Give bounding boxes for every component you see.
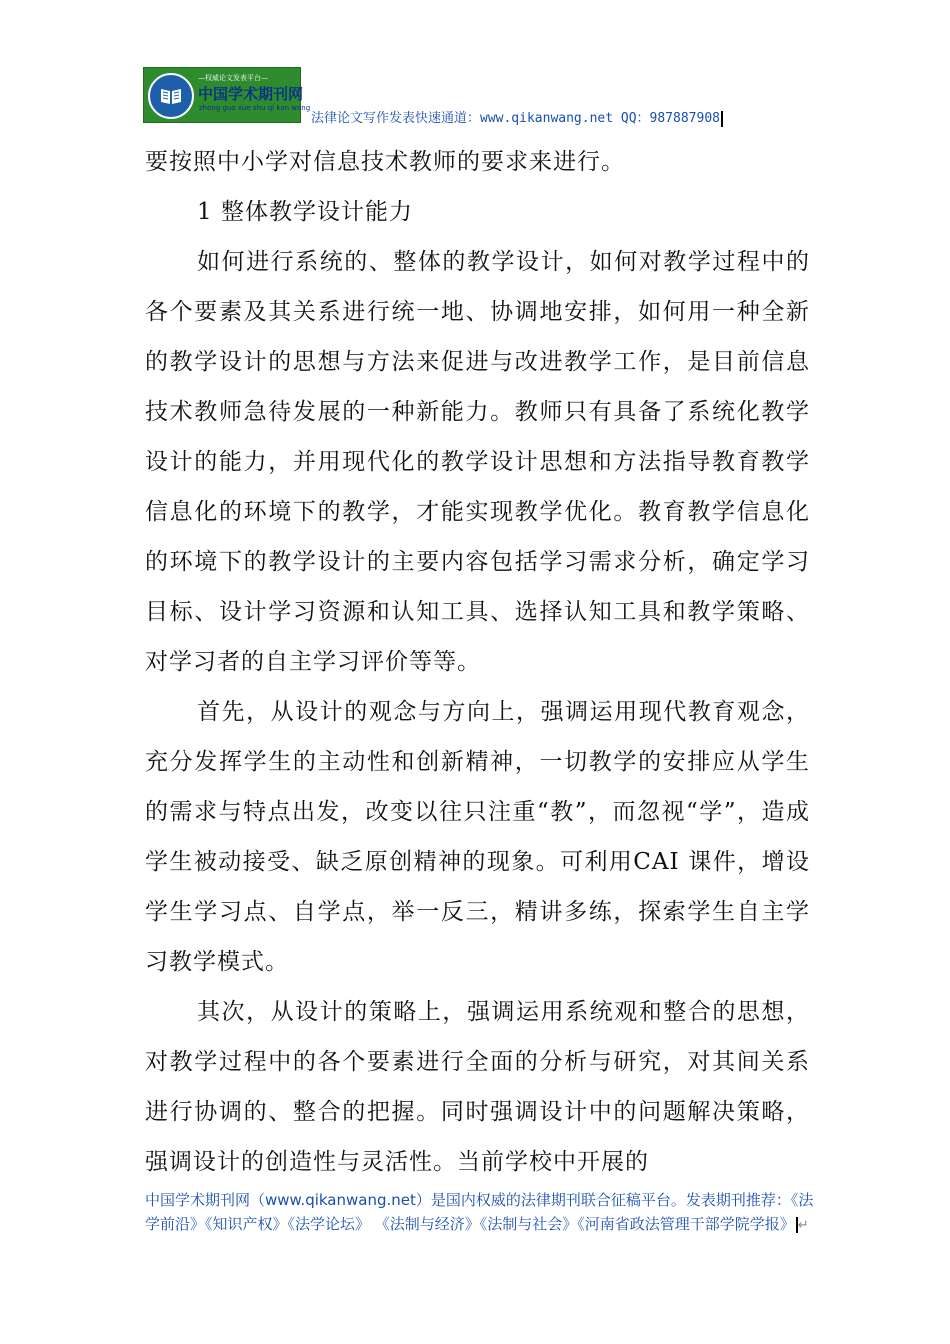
logo-pinyin: zhong guo xue shu qi kan wang bbox=[199, 104, 311, 112]
paragraph-second: 其次，从设计的策略上，强调运用系统观和整合的思想，对教学过程中的各个要素进行全面的分析与研究，对其间关系进行协调的、整合的把握。同时强调设计中的问题解决策略，强调设计的创造性与灵活性。当前学校中开展的 bbox=[145, 999, 810, 1175]
section-heading: 1 整体教学设计能力 bbox=[197, 199, 413, 225]
site-logo[interactable] bbox=[143, 67, 311, 123]
text-cursor bbox=[721, 111, 723, 127]
logo-tagline: —权威论文发表平台— bbox=[198, 74, 268, 82]
document-body bbox=[145, 137, 810, 1187]
logo-site-name: 中国学术期刊网 bbox=[198, 85, 304, 103]
page-footer bbox=[145, 1188, 815, 1238]
header-link-line[interactable] bbox=[311, 107, 723, 127]
paragraph-continuation: 要按照中小学对信息技术教师的要求来进行。 bbox=[145, 149, 625, 175]
footer-text[interactable]: 中国学术期刊网（www.qikanwang.net）是国内权威的法律期刊联合征稿平台。发表期刊推荐：《法学前沿》《知识产权》《法学论坛》 《法制与经济》《法制与社会》《河南省政法管理干部学院学报》 bbox=[145, 1191, 814, 1233]
page-header bbox=[143, 67, 813, 125]
paragraph-first: 首先，从设计的观念与方向上，强调运用现代教育观念，充分发挥学生的主动性和创新精神，一切教学的安排应从学生的需求与特点出发，改变以往只注重“教”，而忽视“学”，造成学生被动接受、缺乏原创精神的现象。可利用CAI 课件，增设学生学习点、自学点，举一反三，精讲多练，探索学生自主学习教学模式。 bbox=[145, 699, 810, 975]
header-link-text[interactable]: 法律论文写作发表快速通道：www.qikanwang.net QQ：987887908 bbox=[311, 111, 720, 126]
paragraph-design-ability: 如何进行系统的、整体的教学设计，如何对教学过程中的各个要素及其关系进行统一地、协调地安排，如何用一种全新的教学设计的思想与方法来促进与改进教学工作，是目前信息技术教师急待发展的一种新能力。教师只有具备了系统化教学设计的能力，并用现代化的教学设计思想和方法指导教育教学信息化的环境下的教学，才能实现教学优化。教育教学信息化的环境下的教学设计的主要内容包括学习需求分析，确定学习目标、设计学习资源和认知工具、选择认知工具和教学策略、对学习者的自主学习评价等等。 bbox=[145, 249, 810, 675]
paragraph-mark-icon: ↵ bbox=[797, 1218, 809, 1233]
book-emblem-icon bbox=[148, 73, 194, 119]
